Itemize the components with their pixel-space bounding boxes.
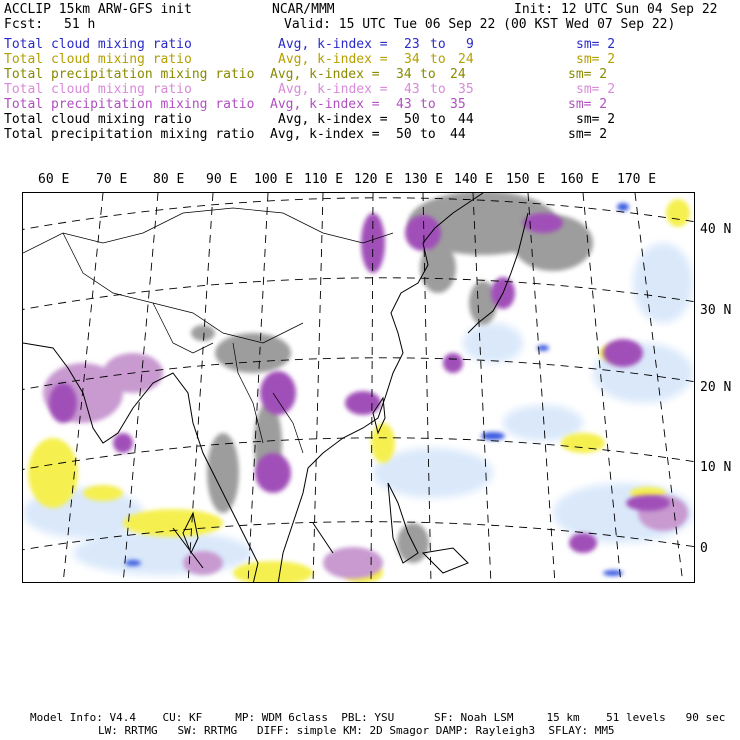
legend-to: to — [420, 67, 436, 82]
legend-k1: 43 — [396, 97, 412, 112]
legend-field: Total precipitation mixing ratio — [4, 67, 255, 82]
lon-label: 100 E — [254, 172, 294, 187]
legend-field: Total precipitation mixing ratio — [4, 127, 255, 142]
legend-field: Total cloud mixing ratio — [4, 52, 192, 67]
legend-k2: 24 — [458, 52, 474, 67]
legend-avg: Avg, k-index = — [278, 112, 388, 127]
legend-k2: 35 — [450, 97, 466, 112]
lat-label: 40 N — [700, 222, 732, 237]
legend-row — [0, 82, 740, 97]
weather-map — [22, 192, 695, 583]
legend-sm: sm= 2 — [576, 52, 616, 67]
legend-k2: 35 — [458, 82, 474, 97]
lon-label: 160 E — [560, 172, 600, 187]
legend-k1: 43 — [404, 82, 420, 97]
legend-avg: Avg, k-index = — [278, 52, 388, 67]
legend-sm: sm= 2 — [568, 127, 608, 142]
lon-label: 80 E — [153, 172, 185, 187]
legend-avg: Avg, k-index = — [270, 97, 380, 112]
legend-field: Total cloud mixing ratio — [4, 112, 192, 127]
lon-label: 110 E — [304, 172, 344, 187]
legend-k2: 9 — [466, 37, 474, 52]
org-label: NCAR/MMM — [272, 2, 335, 17]
lon-label: 90 E — [206, 172, 238, 187]
gray-cloud-field — [191, 193, 593, 563]
legend-avg: Avg, k-index = — [278, 37, 388, 52]
legend-field: Total precipitation mixing ratio — [4, 97, 255, 112]
legend-sm: sm= 2 — [576, 37, 616, 52]
lon-label: 120 E — [354, 172, 394, 187]
legend-sm: sm= 2 — [568, 67, 608, 82]
legend-avg: Avg, k-index = — [270, 67, 380, 82]
legend-sm: sm= 2 — [568, 97, 608, 112]
legend-sm: sm= 2 — [576, 82, 616, 97]
lon-label: 60 E — [38, 172, 70, 187]
lon-label: 150 E — [506, 172, 546, 187]
legend-row — [0, 112, 740, 127]
lat-label: 0 — [700, 541, 708, 556]
lon-label: 130 E — [404, 172, 444, 187]
lat-label: 10 N — [700, 460, 732, 475]
legend-row — [0, 67, 740, 82]
lat-label: 20 N — [700, 380, 732, 395]
legend-to: to — [420, 127, 436, 142]
legend-to: to — [430, 82, 446, 97]
legend-avg: Avg, k-index = — [270, 127, 380, 142]
legend-to: to — [420, 97, 436, 112]
legend-to: to — [430, 112, 446, 127]
legend-k2: 44 — [458, 112, 474, 127]
legend-row — [0, 52, 740, 67]
fcst-label: Fcst: — [4, 17, 44, 32]
footer-model-info: Model Info: V4.4 CU: KF MP: WDM 6class PBL: YSU SF: Noah LSM 15 km 51 levels 90 sec — [30, 711, 726, 724]
map-canvas — [23, 193, 695, 583]
legend-k1: 34 — [404, 52, 420, 67]
fcst-value: 51 h — [64, 17, 96, 32]
legend-to: to — [430, 37, 446, 52]
init-time: Init: 12 UTC Sun 04 Sep 22 — [514, 2, 718, 17]
legend-to: to — [430, 52, 446, 67]
model-title: ACCLIP 15km ARW-GFS init — [4, 2, 192, 17]
legend-sm: sm= 2 — [576, 112, 616, 127]
lon-label: 70 E — [96, 172, 128, 187]
legend-field: Total cloud mixing ratio — [4, 37, 192, 52]
legend-k2: 44 — [450, 127, 466, 142]
valid-time: Valid: 15 UTC Tue 06 Sep 22 (00 KST Wed 07 Sep 22) — [284, 17, 676, 32]
legend-k1: 50 — [404, 112, 420, 127]
legend-k1: 34 — [396, 67, 412, 82]
lon-label: 140 E — [454, 172, 494, 187]
legend-k2: 24 — [450, 67, 466, 82]
legend-avg: Avg, k-index = — [278, 82, 388, 97]
legend-k1: 23 — [404, 37, 420, 52]
footer-physics-info: LW: RRTMG SW: RRTMG DIFF: simple KM: 2D Smagor DAMP: Rayleigh3 SFLAY: MM5 — [98, 724, 615, 737]
legend-row — [0, 97, 740, 112]
legend-row — [0, 127, 740, 142]
lat-label: 30 N — [700, 303, 732, 318]
legend-field: Total cloud mixing ratio — [4, 82, 192, 97]
legend-k1: 50 — [396, 127, 412, 142]
lon-label: 170 E — [617, 172, 657, 187]
legend-row — [0, 37, 740, 52]
